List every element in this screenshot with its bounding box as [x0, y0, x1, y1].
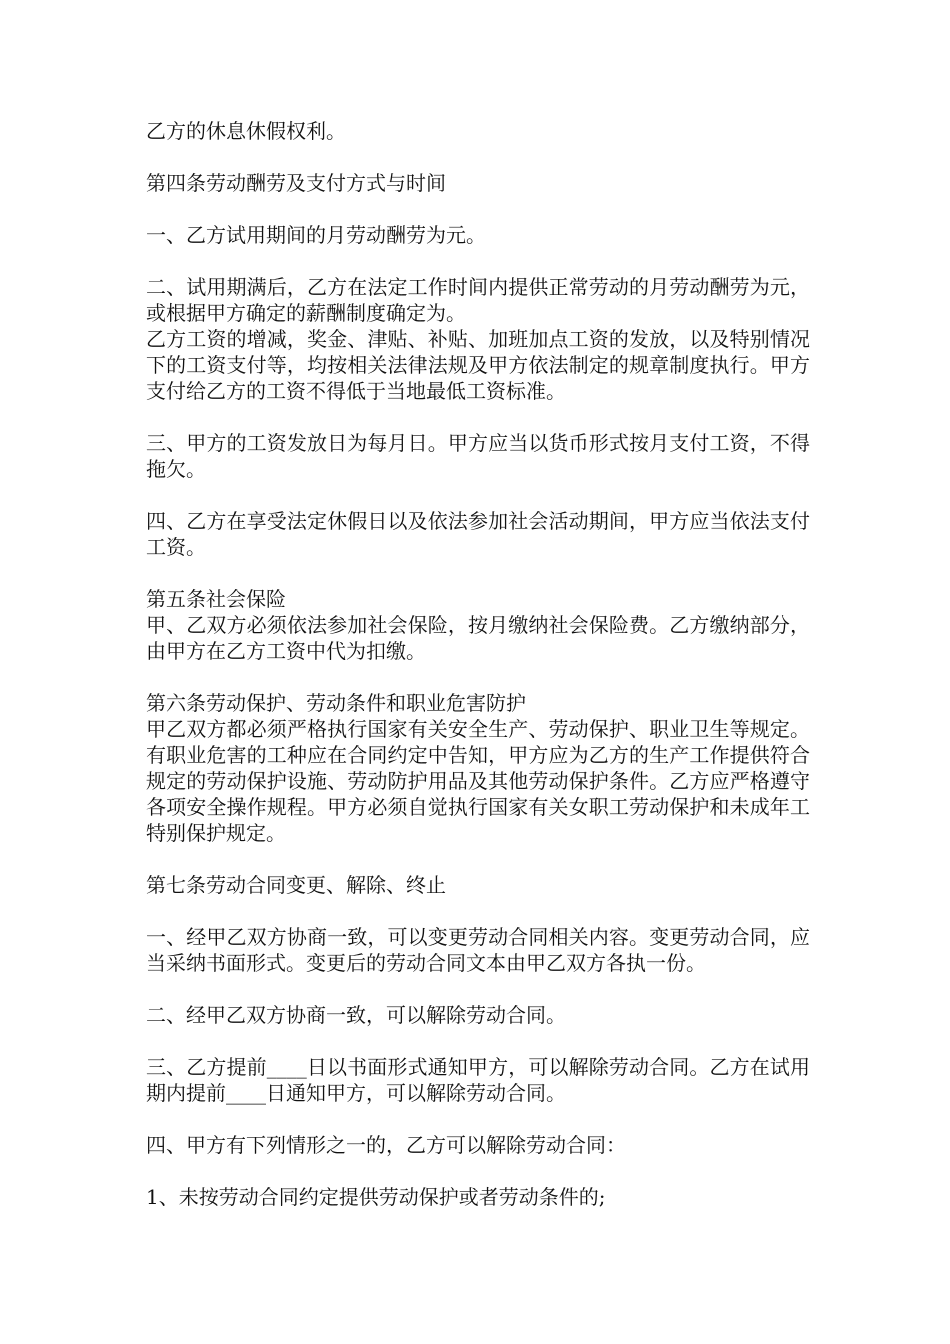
- paragraph-holiday-pay: 四、乙方在享受法定休假日以及依法参加社会活动期间，甲方应当依法支付工资。: [146, 509, 810, 559]
- document-body: [146, 118, 810, 1210]
- paragraph-employer-conditions: 四、甲方有下列情形之一的，乙方可以解除劳动合同：: [146, 1133, 626, 1157]
- heading-article-5: 第五条社会保险: [146, 587, 286, 611]
- paragraph-mutual-termination: 二、经甲乙双方协商一致，可以解除劳动合同。: [146, 1003, 566, 1027]
- paragraph-wage-adjustment: 乙方工资的增减，奖金、津贴、补贴、加班加点工资的发放，以及特别情况下的工资支付等，均按相关法律法规及甲方依法制定的规章制度执行。甲方支付给乙方的工资不得低于当地最低工资标准。: [146, 327, 810, 403]
- paragraph-probation-pay: 一、乙方试用期间的月劳动酬劳为元。: [146, 223, 486, 247]
- heading-article-7: 第七条劳动合同变更、解除、终止: [146, 873, 446, 897]
- paragraph-payday: 三、甲方的工资发放日为每月日。甲方应当以货币形式按月支付工资，不得拖欠。: [146, 431, 810, 481]
- paragraph-notice-termination: 三、乙方提前____日以书面形式通知甲方，可以解除劳动合同。乙方在试用期内提前____日通知甲方，可以解除劳动合同。: [146, 1055, 810, 1105]
- heading-article-6: 第六条劳动保护、劳动条件和职业危害防护: [146, 691, 526, 715]
- paragraph-condition-1: 1、未按劳动合同约定提供劳动保护或者劳动条件的;: [146, 1185, 606, 1209]
- paragraph-labor-protection: 甲乙双方都必须严格执行国家有关安全生产、劳动保护、职业卫生等规定。有职业危害的工种应在合同约定中告知，甲方应为乙方的生产工作提供符合规定的劳动保护设施、劳动防护用品及其他劳动保护条件。乙方应严格遵守各项安全操作规程。甲方必须自觉执行国家有关女职工劳动保护和未成年工特别保护规定。: [146, 717, 810, 845]
- paragraph-post-probation-pay: 二、试用期满后，乙方在法定工作时间内提供正常劳动的月劳动酬劳为元，或根据甲方确定的薪酬制度确定为。: [146, 275, 810, 325]
- paragraph-rest-rights: 乙方的休息休假权利。: [146, 119, 346, 143]
- heading-article-4: 第四条劳动酬劳及支付方式与时间: [146, 171, 446, 195]
- paragraph-contract-change: 一、经甲乙双方协商一致，可以变更劳动合同相关内容。变更劳动合同，应当采纳书面形式。变更后的劳动合同文本由甲乙双方各执一份。: [146, 925, 810, 975]
- paragraph-social-insurance: 甲、乙双方必须依法参加社会保险，按月缴纳社会保险费。乙方缴纳部分，由甲方在乙方工资中代为扣缴。: [146, 613, 810, 663]
